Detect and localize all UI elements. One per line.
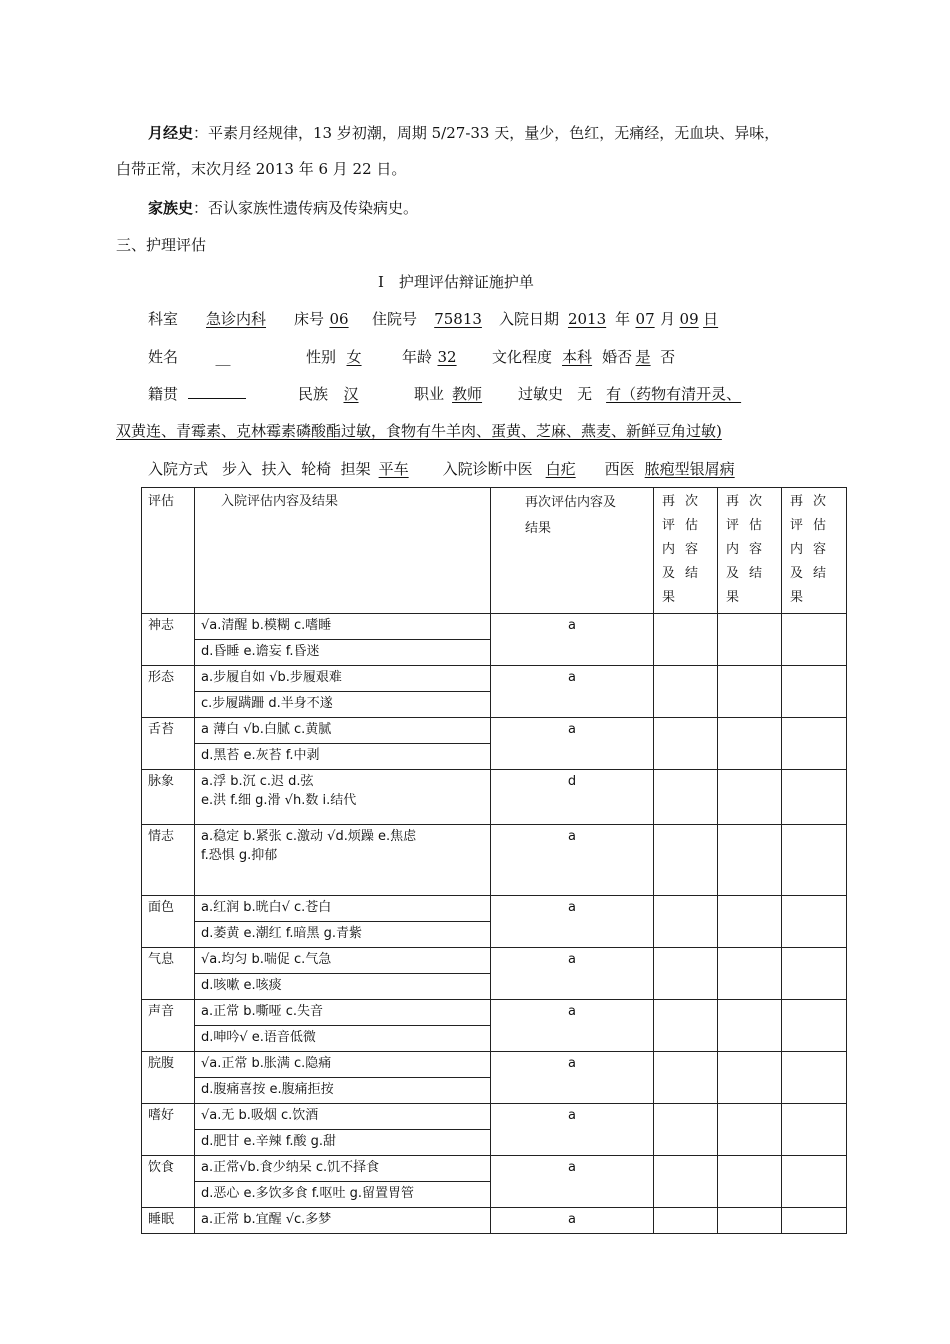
header-reassess-3: 再次评估内容及结果 <box>718 488 782 614</box>
admission-result-line2: d.咳嗽 e.咳痰 <box>195 974 491 1000</box>
reassess-empty-cell <box>654 770 718 825</box>
edu-value: 本科 <box>562 348 593 366</box>
assessment-table <box>141 487 847 1234</box>
married-yes: 是 <box>635 348 651 366</box>
allergy-none: 无 <box>577 385 593 403</box>
table-row <box>142 948 847 974</box>
reassess-empty-cell <box>718 718 782 770</box>
row-label: 舌苔 <box>142 718 195 770</box>
reassess-empty-cell <box>782 718 847 770</box>
reassess-empty-cell <box>718 666 782 718</box>
reassess-result: a <box>491 666 654 718</box>
reassess-empty-cell <box>782 1104 847 1156</box>
diagnosis-label: 入院诊断中医 <box>442 460 533 478</box>
reassess-empty-cell <box>782 1156 847 1208</box>
name-value: __ <box>215 348 231 366</box>
reassess-result: a <box>491 948 654 1000</box>
admission-result-line2: d.恶心 e.多饮多食 f.呕吐 g.留置胃管 <box>195 1182 491 1208</box>
table-header-row <box>142 488 847 614</box>
table-row <box>142 825 847 896</box>
reassess-empty-cell <box>654 948 718 1000</box>
admission-result-line2: f.恐惧 g.抑郁 <box>201 848 278 863</box>
allergy-label: 过敏史 <box>518 385 564 403</box>
western-label: 西医 <box>604 460 635 478</box>
reassess-empty-cell <box>718 770 782 825</box>
native-value <box>188 384 246 399</box>
row-label: 饮食 <box>142 1156 195 1208</box>
reassess-result: a <box>491 1208 654 1234</box>
tcm-diagnosis: 白疕 <box>545 460 576 478</box>
day-value: 09 <box>679 310 699 328</box>
age-label: 年龄 <box>402 348 433 366</box>
admission-result <box>195 770 491 825</box>
reassess-empty-cell <box>654 614 718 666</box>
married-no: 否 <box>660 348 676 366</box>
ethnic-value: 汉 <box>343 385 359 403</box>
table-row <box>142 718 847 744</box>
reassess-empty-cell <box>782 896 847 948</box>
reassess-empty-cell <box>654 1104 718 1156</box>
reassess-result: a <box>491 614 654 666</box>
table-row <box>142 1052 847 1078</box>
reassess-empty-cell <box>782 770 847 825</box>
reassess-empty-cell <box>718 1208 782 1234</box>
table-row <box>142 666 847 692</box>
reassess-empty-cell <box>718 1000 782 1052</box>
row-label: 面色 <box>142 896 195 948</box>
reassess-empty-cell <box>718 896 782 948</box>
family-history-text: ：否认家族性遗传病及传染病史。 <box>193 199 419 217</box>
native-label: 籍贯 <box>148 385 179 403</box>
reassess-empty-cell <box>718 948 782 1000</box>
admit-date-label: 入院日期 <box>499 310 560 328</box>
bed-label: 床号 <box>294 310 325 328</box>
name-label: 姓名 <box>148 348 179 366</box>
table-row <box>142 1104 847 1130</box>
admission-result-line1: a.正常 b.宜醒 √c.多梦 <box>201 1212 332 1227</box>
header-reassess-2: 再次评估内容及结果 <box>654 488 718 614</box>
reassess-empty-cell <box>782 825 847 896</box>
month-unit: 月 <box>660 310 676 328</box>
reassess-result: a <box>491 1000 654 1052</box>
sex-label: 性别 <box>306 348 337 366</box>
admission-result-line1: √a.均匀 b.喘促 c.气急 <box>195 948 491 974</box>
reassess-empty-cell <box>782 614 847 666</box>
year-unit: 年 <box>615 310 631 328</box>
admission-result-line1: a.浮 b.沉 c.迟 d.弦 <box>201 774 314 789</box>
info-row-2 <box>148 347 675 367</box>
row-label: 声音 <box>142 1000 195 1052</box>
admission-result-line1: a.红润 b.晄白√ c.苍白 <box>195 896 491 922</box>
admission-result-line2: d.肥甘 e.辛辣 f.酸 g.甜 <box>195 1130 491 1156</box>
admission-result <box>195 1208 491 1234</box>
reassess-empty-cell <box>654 896 718 948</box>
table-row <box>142 770 847 825</box>
edu-label: 文化程度 <box>492 348 553 366</box>
reassess-empty-cell <box>654 825 718 896</box>
section-title: 三、护理评估 <box>116 236 207 254</box>
dept-value: 急诊内科 <box>206 310 267 328</box>
age-value: 32 <box>437 348 457 366</box>
header-assess: 评估 <box>142 488 195 614</box>
menstrual-history-text: ：平素月经规律，13 岁初潮，周期 5/27-33 天，量少，色红，无痛经，无血块、异味， <box>193 124 780 142</box>
admission-result-line1: √a.无 b.吸烟 c.饮酒 <box>195 1104 491 1130</box>
reassess-result: d <box>491 770 654 825</box>
row-label: 神志 <box>142 614 195 666</box>
admit-way-label: 入院方式 <box>148 460 209 478</box>
reassess-empty-cell <box>654 1000 718 1052</box>
western-diagnosis: 脓疱型银屑病 <box>644 460 735 478</box>
admission-result-line2: d.腹痛喜按 e.腹痛拒按 <box>195 1078 491 1104</box>
table-row <box>142 896 847 922</box>
allergy-yes-2: 双黄连、青霉素、克林霉素磷酸酯过敏，食物有牛羊肉、蛋黄、芝麻、燕麦、新鲜豆角过敏) <box>116 422 722 440</box>
reassess-empty-cell <box>654 718 718 770</box>
reassess-empty-cell <box>654 1052 718 1104</box>
reassess-empty-cell <box>718 825 782 896</box>
reassess-empty-cell <box>782 666 847 718</box>
admission-result-line2: c.步履蹒跚 d.半身不遂 <box>195 692 491 718</box>
admission-result-line2: d.呻吟√ e.语音低微 <box>195 1026 491 1052</box>
form-title: Ⅰ 护理评估辩证施护单 <box>378 273 534 291</box>
row-label: 形态 <box>142 666 195 718</box>
admission-result-line2: d.黑苔 e.灰苔 f.中剥 <box>195 744 491 770</box>
reassess-empty-cell <box>654 666 718 718</box>
admission-result-line1: a.稳定 b.紧张 c.激动 √d.烦躁 e.焦虑 <box>201 829 417 844</box>
ethnic-label: 民族 <box>298 385 329 403</box>
year-value: 2013 <box>567 310 607 328</box>
table-row <box>142 614 847 640</box>
admission-result-line1: a 薄白 √b.白腻 c.黄腻 <box>195 718 491 744</box>
info-row-3 <box>148 384 741 404</box>
header-reassess-4: 再次评估内容及结果 <box>782 488 847 614</box>
job-label: 职业 <box>414 385 445 403</box>
header-admission: 入院评估内容及结果 <box>195 488 491 614</box>
reassess-empty-cell <box>782 948 847 1000</box>
table-body <box>142 614 847 1234</box>
reassess-empty-cell <box>718 1052 782 1104</box>
table-row <box>142 1000 847 1026</box>
family-history-label: 家族史 <box>148 199 194 217</box>
table-row <box>142 1208 847 1234</box>
row-label: 气息 <box>142 948 195 1000</box>
admit-way-value: 平车 <box>378 460 409 478</box>
admission-result-line2: d.昏睡 e.谵妄 f.昏迷 <box>195 640 491 666</box>
admission-no-label: 住院号 <box>372 310 418 328</box>
reassess-result: a <box>491 718 654 770</box>
reassess-result: a <box>491 1104 654 1156</box>
reassess-empty-cell <box>654 1208 718 1234</box>
admission-result-line1: a.正常 b.嘶哑 c.失音 <box>195 1000 491 1026</box>
reassess-empty-cell <box>718 1156 782 1208</box>
sex-value: 女 <box>346 348 362 366</box>
reassess-result: a <box>491 896 654 948</box>
allergy-yes-1: 有（药物有清开灵、 <box>606 385 742 403</box>
day-unit: 日 <box>703 310 719 328</box>
info-row-4 <box>148 459 735 479</box>
married-label: 婚否 <box>602 348 633 366</box>
reassess-empty-cell <box>718 614 782 666</box>
reassess-empty-cell <box>782 1052 847 1104</box>
bed-value: 06 <box>329 310 349 328</box>
admission-result-line1: √a.正常 b.胀满 c.隐痛 <box>195 1052 491 1078</box>
reassess-result: a <box>491 825 654 896</box>
reassess-result: a <box>491 1052 654 1104</box>
admission-result-line2: e.洪 f.细 g.滑 √h.数 i.结代 <box>201 793 357 808</box>
month-value: 07 <box>635 310 655 328</box>
menstrual-history-label: 月经史 <box>148 124 194 142</box>
reassess-empty-cell <box>718 1104 782 1156</box>
header-reassess-1: 再次评估内容及结果 <box>491 488 654 614</box>
info-row-1 <box>148 309 718 329</box>
reassess-empty-cell <box>654 1156 718 1208</box>
admission-result-line1: a.步履自如 √b.步履艰难 <box>195 666 491 692</box>
admission-result-line1: a.正常√b.食少纳呆 c.饥不择食 <box>195 1156 491 1182</box>
menstrual-history-line1 <box>148 123 779 143</box>
reassess-empty-cell <box>782 1208 847 1234</box>
admission-result-line2: d.萎黄 e.潮红 f.暗黑 g.青紫 <box>195 922 491 948</box>
dept-label: 科室 <box>148 310 179 328</box>
family-history <box>148 198 418 218</box>
row-label: 脉象 <box>142 770 195 825</box>
reassess-result: a <box>491 1156 654 1208</box>
row-label: 脘腹 <box>142 1052 195 1104</box>
row-label: 嗜好 <box>142 1104 195 1156</box>
admission-no-value: 75813 <box>434 310 482 328</box>
job-value: 教师 <box>452 385 483 403</box>
row-label: 情志 <box>142 825 195 896</box>
admission-result-line1: √a.清醒 b.模糊 c.嗜睡 <box>195 614 491 640</box>
table-row <box>142 1156 847 1182</box>
admit-way-options: 步入 扶入 轮椅 担架 <box>222 460 371 478</box>
menstrual-history-line2: 白带正常，末次月经 2013 年 6 月 22 日。 <box>116 160 407 178</box>
reassess-empty-cell <box>782 1000 847 1052</box>
admission-result <box>195 825 491 896</box>
row-label: 睡眠 <box>142 1208 195 1234</box>
